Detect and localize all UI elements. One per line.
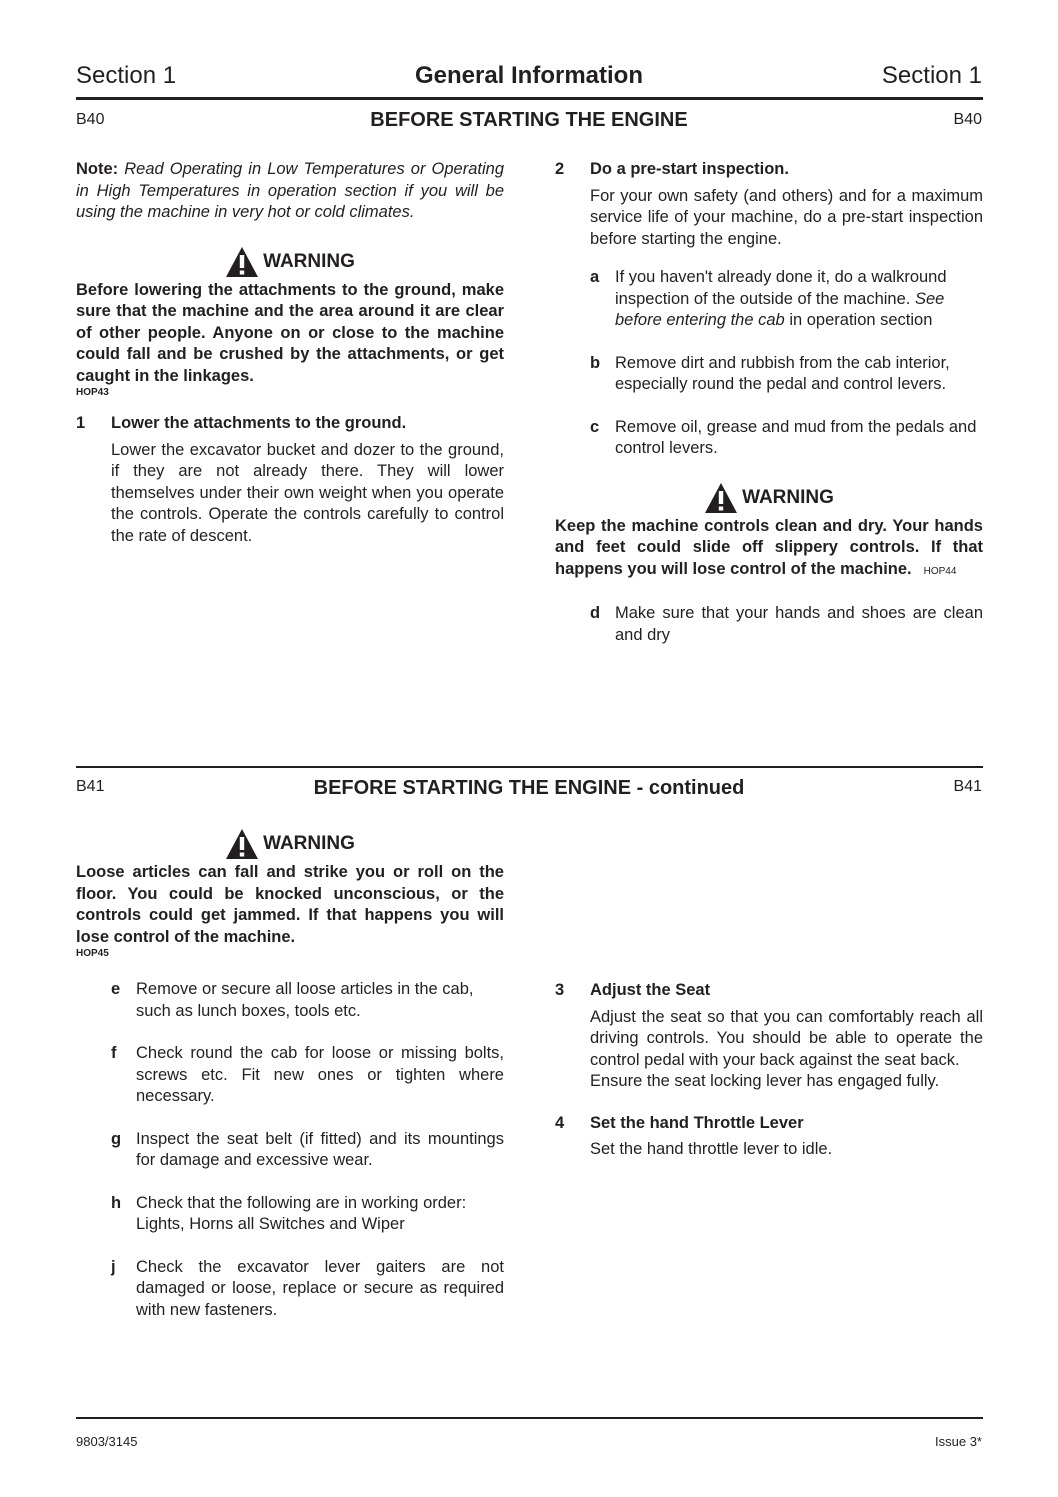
item-letter: e xyxy=(111,980,121,998)
item-text: Remove dirt and rubbish from the cab interior, especially round the pedal and control levers. xyxy=(615,353,950,393)
b40-left-column xyxy=(76,159,504,547)
header-section-right: Section 1 xyxy=(881,62,982,89)
warning-block-hop43 xyxy=(76,246,504,400)
b41-right-column xyxy=(555,980,983,1161)
warning-block-hop44 xyxy=(555,482,983,583)
item-letter: f xyxy=(111,1044,117,1062)
warning-triangle-icon xyxy=(225,246,259,278)
b41-items xyxy=(111,979,504,1321)
warning-heading-text: WARNING xyxy=(742,486,834,508)
warning-code: HOP43 xyxy=(76,387,109,398)
page-title: General Information xyxy=(414,62,644,89)
item-text: Remove oil, grease and mud from the pedals and control levers. xyxy=(615,417,977,457)
warning-heading xyxy=(76,246,504,278)
item-letter: c xyxy=(590,417,600,436)
warning-triangle-icon xyxy=(704,482,738,514)
item-letter: d xyxy=(590,604,601,622)
warning-text: Keep the machine controls clean and dry. Your hands and feet could slide off slippery controls. If that happens you will lose control of the machine. xyxy=(555,516,983,578)
step-2 xyxy=(555,159,983,250)
item-text: Make sure that your hands and shoes are clean and dry xyxy=(615,604,983,644)
step-text: Lower the excavator bucket and dozer to the ground, if they are not already there. They will lower themselves under their own weight when you operate the controls. Operate the controls carefully to control the rate of descent. xyxy=(111,440,504,545)
item-text-italic: See before entering the cab xyxy=(615,289,945,329)
warning-text: Before lowering the attachments to the ground, make sure that the machine and the area around it are clear of other people. Anyone on or close to the machine could fall and be crushed by the attachments, or get caught in the linkages. xyxy=(76,280,504,385)
list-item-e xyxy=(111,979,504,1022)
step-number: 2 xyxy=(555,160,565,178)
b41-title: BEFORE STARTING THE ENGINE - continued xyxy=(313,777,745,799)
header-rule xyxy=(76,97,983,100)
warning-triangle-icon xyxy=(225,828,259,860)
step-1 xyxy=(76,413,504,547)
list-item-d xyxy=(590,603,983,646)
item-letter: b xyxy=(590,353,601,372)
step-number: 3 xyxy=(555,981,565,999)
section-divider xyxy=(76,766,983,768)
list-item-j xyxy=(111,1257,504,1322)
warning-code: HOP44 xyxy=(923,565,957,577)
header-section-left: Section 1 xyxy=(76,62,177,89)
list-item-h xyxy=(111,1193,504,1236)
step-3 xyxy=(555,980,983,1093)
step-title: Do a pre-start inspection. xyxy=(590,160,789,178)
b40-code-left: B40 xyxy=(76,111,105,128)
list-item-b xyxy=(590,353,983,396)
item-text-post: in operation section xyxy=(789,311,933,329)
b40-code-right: B40 xyxy=(953,111,982,128)
step-title: Adjust the Seat xyxy=(590,981,711,999)
note-label: Note: xyxy=(76,160,119,178)
item-text: Check that the following are in working order: Lights, Horns all Switches and Wiper xyxy=(136,1193,467,1233)
step-title: Lower the attachments to the ground. xyxy=(111,414,407,432)
b41-code-right: B41 xyxy=(953,778,982,795)
item-letter: h xyxy=(111,1193,122,1212)
step-text-2: Ensure the seat locking lever has engaged fully. xyxy=(590,1072,940,1090)
warning-heading-text: WARNING xyxy=(263,833,355,854)
step-title: Set the hand Throttle Lever xyxy=(590,1113,804,1132)
step-4 xyxy=(555,1113,983,1161)
b41-left-column xyxy=(76,828,504,1321)
step-number: 1 xyxy=(76,414,86,432)
warning-heading-text: WARNING xyxy=(263,250,355,272)
item-letter: g xyxy=(111,1129,122,1148)
list-item-f xyxy=(111,1043,504,1108)
footer-rule xyxy=(76,1417,983,1419)
list-item-c xyxy=(590,417,983,460)
item-letter: a xyxy=(590,268,600,286)
note-text: Read Operating in Low Temperatures or Operating in High Temperatures in operation section if you will be using the machine in very hot or cold climates. xyxy=(76,160,504,221)
step-text: Set the hand throttle lever to idle. xyxy=(590,1140,833,1158)
item-text: Inspect the seat belt (if fitted) and its mountings for damage and excessive wear. xyxy=(136,1129,504,1169)
b40-right-column xyxy=(555,159,983,646)
item-letter: j xyxy=(111,1257,116,1276)
item-text-pre: If you haven't already done it, do a walkround inspection of the outside of the machine. xyxy=(615,268,947,308)
step-2-items-continued xyxy=(590,603,983,646)
list-item-a xyxy=(590,267,983,332)
warning-heading xyxy=(76,828,504,860)
step-text: Adjust the seat so that you can comfortably reach all driving controls. You should be able to operate the control pedal with your back against the seat back. xyxy=(590,1007,983,1069)
step-text: For your own safety (and others) and for a maximum service life of your machine, do a pre-start inspection before starting the engine. xyxy=(590,186,983,248)
warning-block-hop45 xyxy=(76,828,504,960)
item-text xyxy=(615,267,983,332)
footer-doc-number: 9803/3145 xyxy=(76,1434,138,1449)
warning-text: Loose articles can fall and strike you or roll on the floor. You could be knocked unconscious, or the controls could get jammed. If that happens you will lose control of the machine. xyxy=(76,863,504,946)
b41-code-left: B41 xyxy=(76,778,105,795)
item-text: Check round the cab for loose or missing bolts, screws etc. Fit new ones or tighten where necessary. xyxy=(136,1044,504,1105)
note-paragraph xyxy=(76,159,504,224)
list-item-g xyxy=(111,1129,504,1172)
b40-title: BEFORE STARTING THE ENGINE xyxy=(370,109,688,131)
footer-issue: Issue 3* xyxy=(935,1434,982,1449)
item-text: Check the excavator lever gaiters are not damaged or loose, replace or secure as required with new fasteners. xyxy=(136,1257,504,1319)
warning-heading xyxy=(555,482,983,514)
warning-paragraph xyxy=(555,516,983,583)
warning-code: HOP45 xyxy=(76,948,109,959)
item-text: Remove or secure all loose articles in the cab, such as lunch boxes, tools etc. xyxy=(136,980,474,1020)
step-2-items xyxy=(590,267,983,460)
step-number: 4 xyxy=(555,1113,565,1132)
